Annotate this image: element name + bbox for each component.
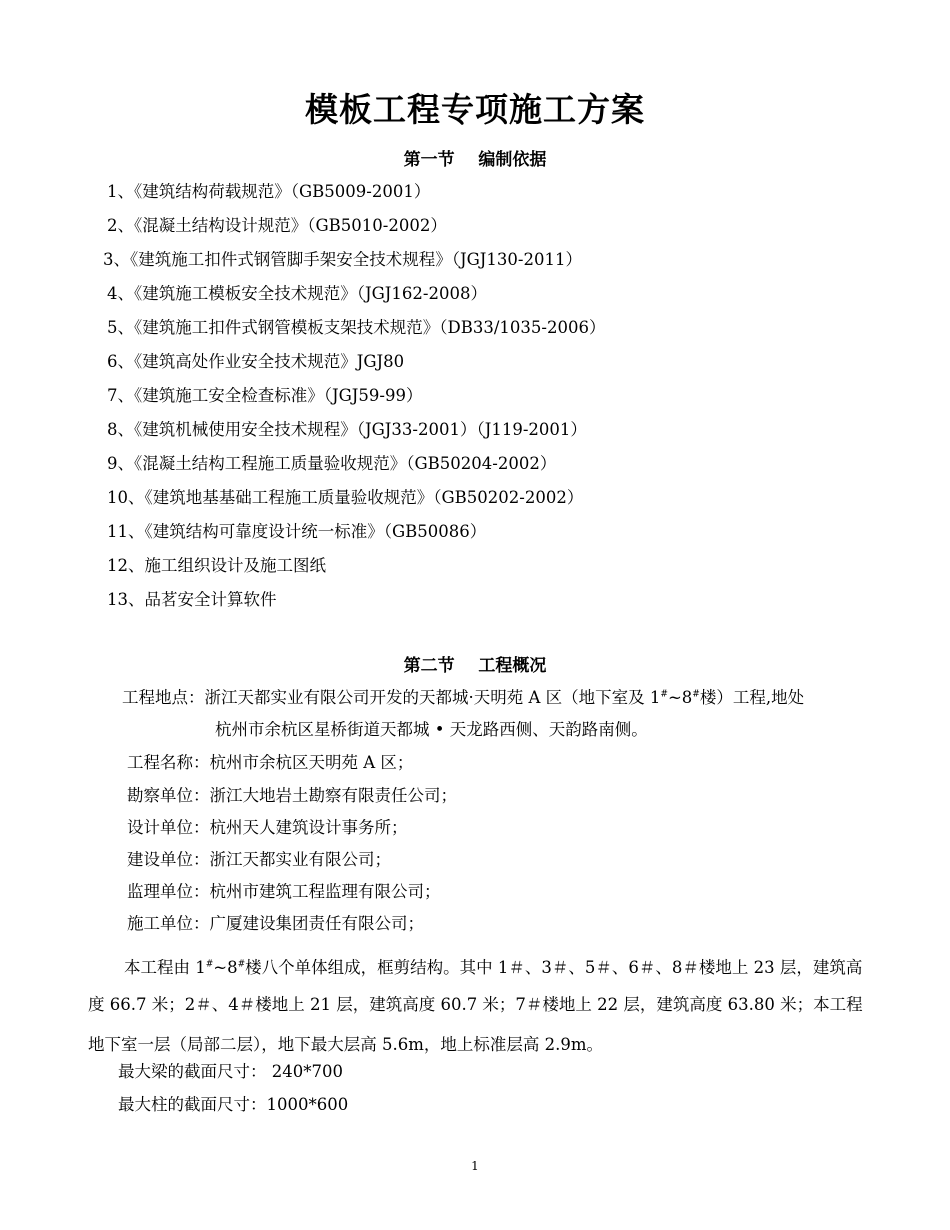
location-label: 工程地点： bbox=[122, 688, 205, 707]
list-item: 9、《混凝土结构工程施工质量验收规范》（GB50204-2002） bbox=[107, 454, 557, 473]
list-item: 8、《建筑机械使用安全技术规程》（JGJ33-2001）（J119-2001） bbox=[107, 420, 587, 439]
list-item: 3、《建筑施工扣件式钢管脚手架安全技术规程》（JGJ130-2011） bbox=[103, 250, 582, 269]
paragraph-text: 本工程由 1 bbox=[124, 958, 206, 977]
location-text: 浙江天都实业有限公司开发的天都城·天明苑 A 区（地下室及 1 bbox=[204, 688, 661, 707]
paragraph-line: 度 66.7 米；2＃、4＃楼地上 21 层，建筑高度 60.7 米；7＃楼地上 22 层，建筑高度 63.80 米；本工程 bbox=[88, 995, 863, 1014]
paragraph-line bbox=[124, 956, 862, 980]
section-heading-basis: 第一节 编制依据 bbox=[403, 150, 547, 170]
location-text: 楼）工程,地处 bbox=[699, 688, 805, 707]
max-beam-size: 最大梁的截面尺寸： 240*700 bbox=[118, 1062, 343, 1081]
info-supervision-unit: 监理单位：杭州市建筑工程监理有限公司； bbox=[127, 882, 441, 901]
list-item: 5、《建筑施工扣件式钢管模板支架技术规范》（DB33/1035-2006） bbox=[107, 318, 606, 337]
list-item: 10、《建筑地基基础工程施工质量验收规范》（GB50202-2002） bbox=[107, 488, 584, 507]
project-location bbox=[122, 686, 804, 710]
info-project-name: 工程名称：杭州市余杭区天明苑 A 区； bbox=[127, 753, 414, 772]
info-contractor: 施工单位：广厦建设集团责任有限公司； bbox=[127, 914, 424, 933]
location-text: ~8 bbox=[667, 688, 693, 707]
list-item: 7、《建筑施工安全检查标准》（JGJ59-99） bbox=[107, 386, 423, 405]
location-sup: # bbox=[660, 689, 668, 700]
paragraph-sup: # bbox=[205, 959, 214, 970]
info-construction-owner: 建设单位：浙江天都实业有限公司； bbox=[127, 850, 391, 869]
section-heading-overview: 第二节 工程概况 bbox=[403, 656, 547, 676]
page-number: 1 bbox=[471, 1159, 479, 1173]
list-item: 13、品茗安全计算软件 bbox=[107, 590, 277, 609]
info-survey-unit: 勘察单位：浙江大地岩土勘察有限责任公司； bbox=[127, 786, 457, 805]
list-item: 6、《建筑高处作业安全技术规范》JGJ80 bbox=[107, 352, 405, 371]
list-item: 1、《建筑结构荷载规范》（GB5009-2001） bbox=[107, 182, 431, 201]
location-sup: # bbox=[692, 689, 700, 700]
info-design-unit: 设计单位：杭州天人建筑设计事务所； bbox=[127, 818, 408, 837]
project-location-cont: 杭州市余杭区星桥街道天都城 • 天龙路西侧、天韵路南侧。 bbox=[215, 720, 648, 739]
paragraph-text: ~8 bbox=[213, 958, 238, 977]
paragraph-sup: # bbox=[237, 959, 246, 970]
max-column-size: 最大柱的截面尺寸：1000*600 bbox=[118, 1095, 349, 1114]
list-item: 2、《混凝土结构设计规范》（GB5010-2002） bbox=[107, 216, 447, 235]
paragraph-text: 楼八个单体组成，框剪结构。其中 1＃、3＃、5＃、6＃、8＃楼地上 23 层，建筑高 bbox=[245, 958, 863, 977]
list-item: 4、《建筑施工模板安全技术规范》（JGJ162-2008） bbox=[107, 284, 487, 303]
list-item: 12、施工组织设计及施工图纸 bbox=[107, 556, 326, 575]
page-title: 模板工程专项施工方案 bbox=[305, 90, 645, 129]
list-item: 11、《建筑结构可靠度设计统一标准》（GB50086） bbox=[107, 522, 487, 541]
paragraph-line: 地下室一层（局部二层），地下最大层高 5.6m，地上标准层高 2.9m。 bbox=[88, 1035, 604, 1054]
